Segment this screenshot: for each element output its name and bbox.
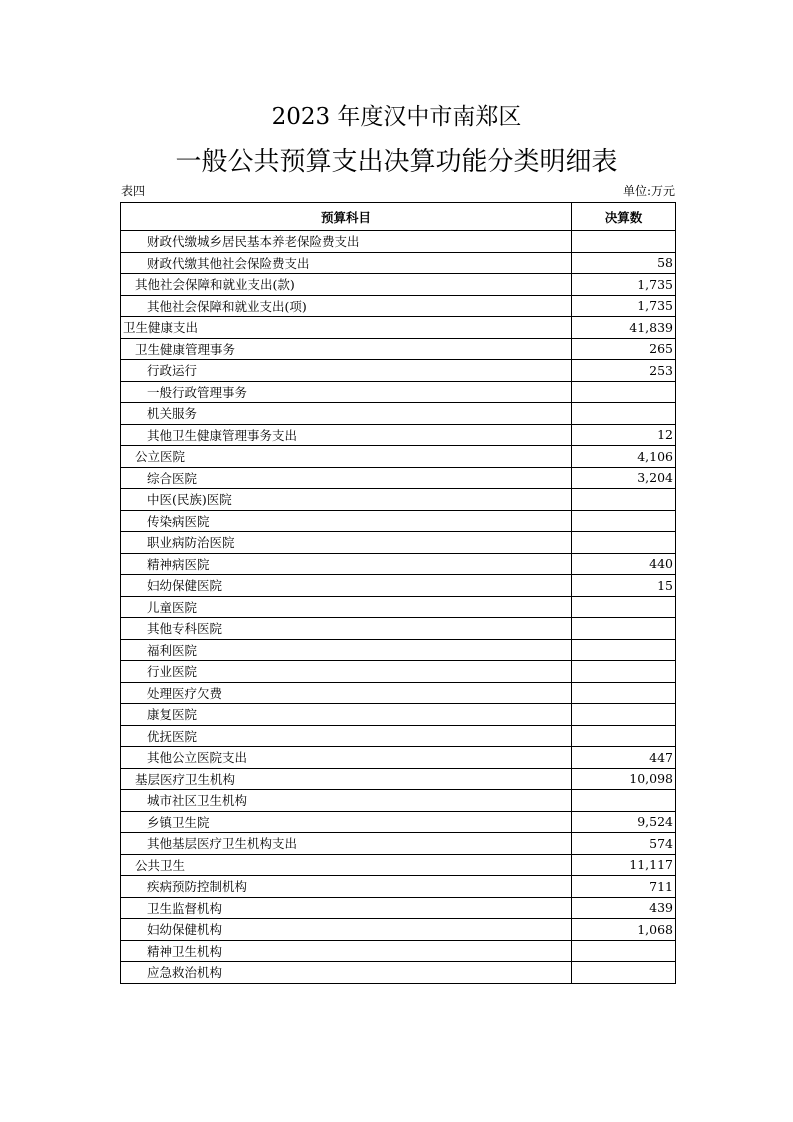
title-line-2: 一般公共预算支出决算功能分类明细表: [175, 147, 618, 177]
row-amount: 9,524: [572, 811, 676, 833]
row-amount: 4,106: [572, 446, 676, 468]
unit-label: 单位:万元: [622, 184, 675, 198]
column-header-amount: 决算数: [572, 203, 676, 231]
row-amount: 711: [572, 876, 676, 898]
table-row: [121, 639, 676, 661]
table-row: [121, 811, 676, 833]
row-subject: 卫生健康管理事务: [121, 338, 572, 360]
row-subject: 基层医疗卫生机构: [121, 768, 572, 790]
row-subject: 应急救治机构: [121, 962, 572, 984]
table-row: [121, 596, 676, 618]
row-subject: 行政运行: [121, 360, 572, 382]
row-subject: 其他公立医院支出: [121, 747, 572, 769]
row-subject: 精神病医院: [121, 553, 572, 575]
row-amount: [572, 661, 676, 683]
table-row: [121, 575, 676, 597]
row-subject: 机关服务: [121, 403, 572, 425]
row-subject: 其他专科医院: [121, 618, 572, 640]
row-subject: 中医(民族)医院: [121, 489, 572, 511]
table-row: [121, 317, 676, 339]
table-row: [121, 403, 676, 425]
row-subject: 财政代缴其他社会保险费支出: [121, 252, 572, 274]
row-amount: [572, 790, 676, 812]
table-row: [121, 876, 676, 898]
table-number-label: 表四: [121, 184, 146, 198]
row-amount: [572, 639, 676, 661]
row-subject: 乡镇卫生院: [121, 811, 572, 833]
table-row: [121, 231, 676, 253]
table-row: [121, 682, 676, 704]
table-row: [121, 446, 676, 468]
row-amount: 15: [572, 575, 676, 597]
table-row: [121, 854, 676, 876]
row-subject: 卫生监督机构: [121, 897, 572, 919]
table-header-row: [121, 203, 676, 231]
row-amount: 439: [572, 897, 676, 919]
row-amount: [572, 381, 676, 403]
table-row: [121, 833, 676, 855]
row-subject: 疾病预防控制机构: [121, 876, 572, 898]
row-amount: [572, 940, 676, 962]
row-amount: [572, 962, 676, 984]
table-row: [121, 360, 676, 382]
table-row: [121, 747, 676, 769]
row-amount: [572, 489, 676, 511]
row-subject: 职业病防治医院: [121, 532, 572, 554]
table-row: [121, 510, 676, 532]
table-row: [121, 919, 676, 941]
table-body: [121, 231, 676, 984]
row-amount: [572, 618, 676, 640]
row-amount: [572, 510, 676, 532]
row-amount: 58: [572, 252, 676, 274]
row-subject: 其他社会保障和就业支出(项): [121, 295, 572, 317]
row-subject: 其他社会保障和就业支出(款): [121, 274, 572, 296]
table-row: [121, 295, 676, 317]
row-subject: 其他基层医疗卫生机构支出: [121, 833, 572, 855]
row-amount: 253: [572, 360, 676, 382]
row-subject: 综合医院: [121, 467, 572, 489]
row-subject: 福利医院: [121, 639, 572, 661]
row-subject: 城市社区卫生机构: [121, 790, 572, 812]
table-row: [121, 532, 676, 554]
table-row: [121, 489, 676, 511]
table-row: [121, 467, 676, 489]
row-subject: 公立医院: [121, 446, 572, 468]
row-amount: 1,068: [572, 919, 676, 941]
table-row: [121, 381, 676, 403]
table-row: [121, 940, 676, 962]
table-row: [121, 338, 676, 360]
row-amount: 1,735: [572, 295, 676, 317]
row-subject: 其他卫生健康管理事务支出: [121, 424, 572, 446]
table-row: [121, 704, 676, 726]
row-subject: 行业医院: [121, 661, 572, 683]
row-subject: 妇幼保健机构: [121, 919, 572, 941]
row-amount: [572, 596, 676, 618]
row-subject: 处理医疗欠费: [121, 682, 572, 704]
row-subject: 一般行政管理事务: [121, 381, 572, 403]
row-amount: [572, 403, 676, 425]
column-header-subject: 预算科目: [121, 203, 572, 231]
row-amount: 440: [572, 553, 676, 575]
row-subject: 传染病医院: [121, 510, 572, 532]
table-row: [121, 274, 676, 296]
table-row: [121, 897, 676, 919]
row-amount: 265: [572, 338, 676, 360]
row-subject: 妇幼保健医院: [121, 575, 572, 597]
table-row: [121, 252, 676, 274]
row-amount: 10,098: [572, 768, 676, 790]
row-subject: 儿童医院: [121, 596, 572, 618]
table-row: [121, 790, 676, 812]
row-amount: 1,735: [572, 274, 676, 296]
row-amount: 574: [572, 833, 676, 855]
table-row: [121, 618, 676, 640]
row-subject: 优抚医院: [121, 725, 572, 747]
table-row: [121, 661, 676, 683]
row-subject: 康复医院: [121, 704, 572, 726]
row-subject: 精神卫生机构: [121, 940, 572, 962]
table-row: [121, 768, 676, 790]
row-amount: [572, 532, 676, 554]
row-amount: 447: [572, 747, 676, 769]
row-amount: [572, 725, 676, 747]
row-subject: 财政代缴城乡居民基本养老保险费支出: [121, 231, 572, 253]
table-row: [121, 424, 676, 446]
row-amount: 3,204: [572, 467, 676, 489]
row-amount: 11,117: [572, 854, 676, 876]
row-amount: [572, 704, 676, 726]
row-amount: 41,839: [572, 317, 676, 339]
table-row: [121, 725, 676, 747]
budget-table: [120, 202, 676, 984]
row-amount: 12: [572, 424, 676, 446]
row-amount: [572, 231, 676, 253]
title-line-1: 2023 年度汉中市南郑区: [271, 104, 522, 130]
table-row: [121, 962, 676, 984]
row-amount: [572, 682, 676, 704]
row-subject: 公共卫生: [121, 854, 572, 876]
row-subject: 卫生健康支出: [121, 317, 572, 339]
table-row: [121, 553, 676, 575]
